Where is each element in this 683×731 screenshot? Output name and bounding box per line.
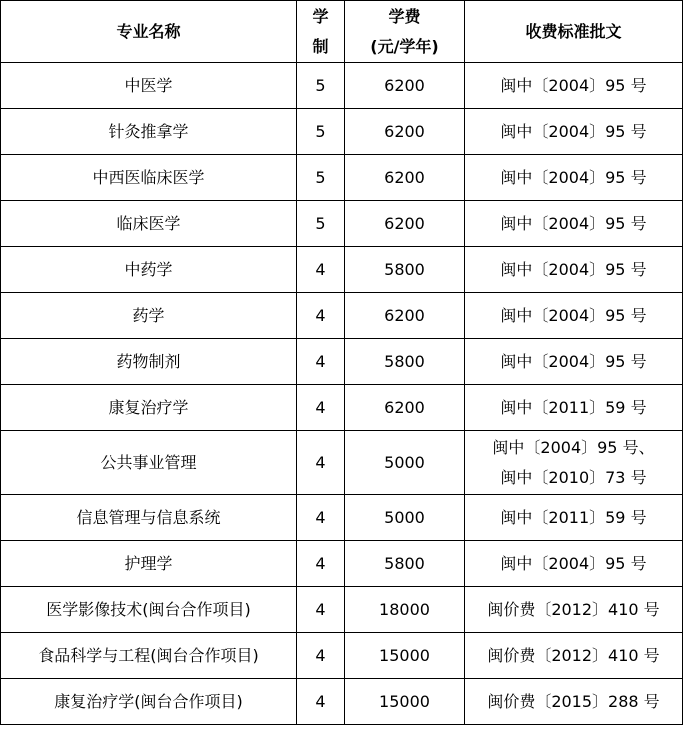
fee-cell: 18000: [345, 587, 465, 633]
table-row: [1, 385, 683, 431]
approval-document-line: 闽中〔2011〕59 号: [500, 397, 647, 417]
major-name-cell: 药学: [1, 293, 297, 339]
fee-cell: 6200: [345, 155, 465, 201]
approval-document-line: 闽中〔2004〕95 号: [500, 553, 647, 573]
header-years-line-2: 制: [312, 36, 329, 56]
approval-document-line: 闽中〔2004〕95 号: [500, 167, 647, 187]
approval-document-line: 闽中〔2004〕95 号: [500, 351, 647, 371]
fee-cell: 15000: [345, 633, 465, 679]
fee-cell: 5800: [345, 339, 465, 385]
major-name-cell: 临床医学: [1, 201, 297, 247]
approval-document-cell: [465, 385, 683, 431]
approval-document-cell: [465, 247, 683, 293]
major-name-cell: 药物制剂: [1, 339, 297, 385]
table-row: [1, 633, 683, 679]
table-row: [1, 247, 683, 293]
years-cell: 4: [297, 495, 345, 541]
approval-document-cell: [465, 633, 683, 679]
major-name-cell: 中西医临床医学: [1, 155, 297, 201]
header-fee: [345, 1, 465, 63]
table-row: [1, 587, 683, 633]
approval-document-line: 闽价费〔2012〕410 号: [487, 645, 660, 665]
fee-cell: 6200: [345, 293, 465, 339]
fee-cell: 5000: [345, 495, 465, 541]
approval-document-cell: [465, 201, 683, 247]
approval-document-line: 闽中〔2004〕95 号: [500, 75, 647, 95]
major-name-cell: 医学影像技术(闽台合作项目): [1, 587, 297, 633]
years-cell: 4: [297, 339, 345, 385]
approval-document-line: 闽中〔2004〕95 号: [500, 259, 647, 279]
approval-document-line: 闽中〔2004〕95 号、: [492, 437, 655, 457]
table-row: [1, 541, 683, 587]
approval-document-cell: [465, 63, 683, 109]
approval-document-cell: [465, 587, 683, 633]
header-fee-line-1: 学费: [388, 6, 421, 26]
years-cell: 5: [297, 109, 345, 155]
fee-cell: 6200: [345, 201, 465, 247]
years-cell: 5: [297, 155, 345, 201]
approval-document-cell: [465, 679, 683, 725]
major-name-cell: 护理学: [1, 541, 297, 587]
table-header-row: [1, 1, 683, 63]
approval-document-cell: [465, 109, 683, 155]
approval-document-line: 闽中〔2004〕95 号: [500, 213, 647, 233]
major-name-cell: 中医学: [1, 63, 297, 109]
approval-document-line: 闽中〔2010〕73 号: [500, 467, 647, 487]
years-cell: 4: [297, 247, 345, 293]
fee-cell: 5800: [345, 247, 465, 293]
table-row: [1, 431, 683, 495]
table-body: [1, 63, 683, 725]
approval-document-line: 闽中〔2011〕59 号: [500, 507, 647, 527]
fee-cell: 5000: [345, 431, 465, 495]
header-years: [297, 1, 345, 63]
table-row: [1, 155, 683, 201]
major-name-cell: 信息管理与信息系统: [1, 495, 297, 541]
major-name-cell: 中药学: [1, 247, 297, 293]
fee-cell: 15000: [345, 679, 465, 725]
table-row: [1, 109, 683, 155]
table-row: [1, 679, 683, 725]
major-name-cell: 公共事业管理: [1, 431, 297, 495]
major-name-cell: 针灸推拿学: [1, 109, 297, 155]
years-cell: 4: [297, 587, 345, 633]
approval-document-cell: [465, 155, 683, 201]
approval-document-cell: [465, 495, 683, 541]
table-row: [1, 63, 683, 109]
header-years-line-1: 学: [312, 6, 329, 26]
approval-document-line: 闽中〔2004〕95 号: [500, 121, 647, 141]
approval-document-cell: [465, 339, 683, 385]
fee-cell: 6200: [345, 63, 465, 109]
years-cell: 5: [297, 201, 345, 247]
years-cell: 4: [297, 431, 345, 495]
years-cell: 4: [297, 633, 345, 679]
approval-document-line: 闽价费〔2012〕410 号: [487, 599, 660, 619]
years-cell: 4: [297, 541, 345, 587]
header-major-name: 专业名称: [1, 1, 297, 63]
major-name-cell: 食品科学与工程(闽台合作项目): [1, 633, 297, 679]
fee-cell: 6200: [345, 109, 465, 155]
approval-document-cell: [465, 431, 683, 495]
approval-document-cell: [465, 293, 683, 339]
table-row: [1, 495, 683, 541]
fee-cell: 6200: [345, 385, 465, 431]
years-cell: 4: [297, 385, 345, 431]
header-fee-line-2: (元/学年): [370, 36, 439, 56]
fee-cell: 5800: [345, 541, 465, 587]
table-row: [1, 339, 683, 385]
header-approval-document: 收费标准批文: [465, 1, 683, 63]
years-cell: 5: [297, 63, 345, 109]
table-row: [1, 293, 683, 339]
years-cell: 4: [297, 679, 345, 725]
approval-document-line: 闽价费〔2015〕288 号: [487, 691, 660, 711]
approval-document-cell: [465, 541, 683, 587]
major-name-cell: 康复治疗学(闽台合作项目): [1, 679, 297, 725]
major-name-cell: 康复治疗学: [1, 385, 297, 431]
approval-document-line: 闽中〔2004〕95 号: [500, 305, 647, 325]
table-row: [1, 201, 683, 247]
years-cell: 4: [297, 293, 345, 339]
